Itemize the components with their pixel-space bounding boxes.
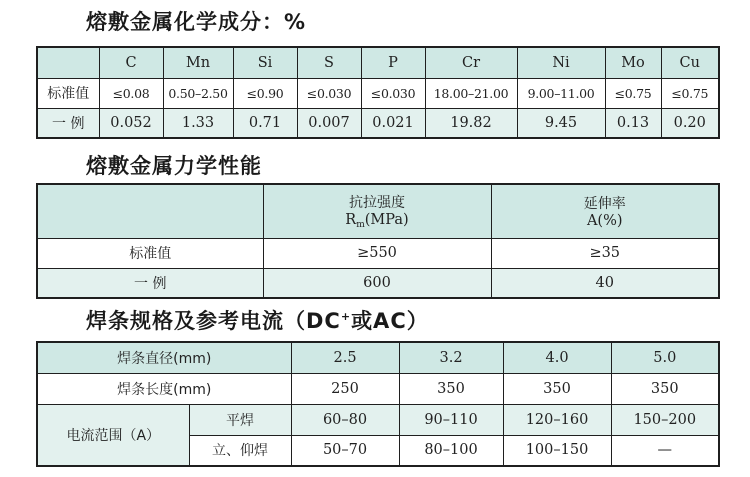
table-cell: 1.33	[163, 108, 233, 138]
length-label: 焊条长度(mm)	[37, 373, 291, 404]
length-cell: 350	[611, 373, 719, 404]
table-header-row	[37, 342, 719, 373]
table-cell: ≤0.90	[233, 78, 297, 108]
diameter-cell: 5.0	[611, 342, 719, 373]
elongation-unit: A(%)	[586, 213, 623, 230]
header-cell: C	[99, 47, 163, 78]
table-cell: 9.45	[517, 108, 605, 138]
table-row	[37, 268, 719, 298]
row-label: 一 例	[37, 268, 263, 298]
flat-current-cell: 150–200	[611, 404, 719, 435]
table-row	[37, 78, 719, 108]
table-header-row	[37, 47, 719, 78]
table-cell: ≤0.75	[605, 78, 661, 108]
header-cell: Cr	[425, 47, 517, 78]
header-cell: P	[361, 47, 425, 78]
table-row	[37, 108, 719, 138]
vertical-current-cell: 50–70	[291, 435, 399, 466]
header-cell: Mn	[163, 47, 233, 78]
header-cell: Ni	[517, 47, 605, 78]
header-cell	[37, 184, 263, 238]
header-cell: Mo	[605, 47, 661, 78]
header-cell: S	[297, 47, 361, 78]
vertical-current-cell: —	[611, 435, 719, 466]
table-cell: 0.50–2.50	[163, 78, 233, 108]
table-cell: 0.007	[297, 108, 361, 138]
diameter-cell: 3.2	[399, 342, 503, 373]
table-row	[37, 373, 719, 404]
table-cell: ≤0.030	[361, 78, 425, 108]
chemical-composition-table	[36, 46, 720, 139]
length-cell: 350	[399, 373, 503, 404]
table-cell: 0.20	[661, 108, 719, 138]
table-row	[37, 238, 719, 268]
header-cell	[37, 47, 99, 78]
length-cell: 350	[503, 373, 611, 404]
tensile-strength-unit: $R_m(MPa)$	[345, 212, 409, 231]
table-row	[37, 404, 719, 435]
chemical-composition-title: 熔敷金属化学成分：%	[86, 10, 307, 34]
row-label: 一 例	[37, 108, 99, 138]
table-cell: 18.00–21.00	[425, 78, 517, 108]
table-cell: ≥35	[491, 238, 719, 268]
table-cell: ≤0.08	[99, 78, 163, 108]
vertical-current-cell: 100–150	[503, 435, 611, 466]
flat-current-cell: 60–80	[291, 404, 399, 435]
diameter-cell: 2.5	[291, 342, 399, 373]
tensile-strength-header	[263, 184, 491, 238]
mechanical-properties-table	[36, 183, 720, 299]
elongation-header	[491, 184, 719, 238]
vertical-overhead-label: 立、仰焊	[189, 435, 291, 466]
diameter-label: 焊条直径(mm)	[37, 342, 291, 373]
table-cell: 40	[491, 268, 719, 298]
elongation-label: 延伸率	[583, 196, 626, 213]
length-cell: 250	[291, 373, 399, 404]
table-cell: 0.13	[605, 108, 661, 138]
row-label: 标准值	[37, 78, 99, 108]
current-range-label: 电流范围（A）	[37, 404, 189, 466]
table-cell: 9.00–11.00	[517, 78, 605, 108]
diameter-cell: 4.0	[503, 342, 611, 373]
header-cell: Cu	[661, 47, 719, 78]
tensile-strength-label: 抗拉强度	[349, 195, 405, 212]
table-cell: 0.021	[361, 108, 425, 138]
flat-current-cell: 120–160	[503, 404, 611, 435]
table-cell: ≤0.75	[661, 78, 719, 108]
header-cell: Si	[233, 47, 297, 78]
table-cell: 0.71	[233, 108, 297, 138]
table-cell: 19.82	[425, 108, 517, 138]
row-label: 标准值	[37, 238, 263, 268]
flat-current-cell: 90–110	[399, 404, 503, 435]
vertical-current-cell: 80–100	[399, 435, 503, 466]
table-cell: ≥550	[263, 238, 491, 268]
electrode-spec-table	[36, 341, 720, 467]
table-cell: 0.052	[99, 108, 163, 138]
electrode-spec-title: 焊条规格及参考电流（DC+或AC）	[86, 309, 429, 333]
table-header-row	[37, 184, 719, 238]
table-cell: ≤0.030	[297, 78, 361, 108]
flat-position-label: 平焊	[189, 404, 291, 435]
table-cell: 600	[263, 268, 491, 298]
mechanical-properties-title: 熔敷金属力学性能	[86, 154, 262, 178]
